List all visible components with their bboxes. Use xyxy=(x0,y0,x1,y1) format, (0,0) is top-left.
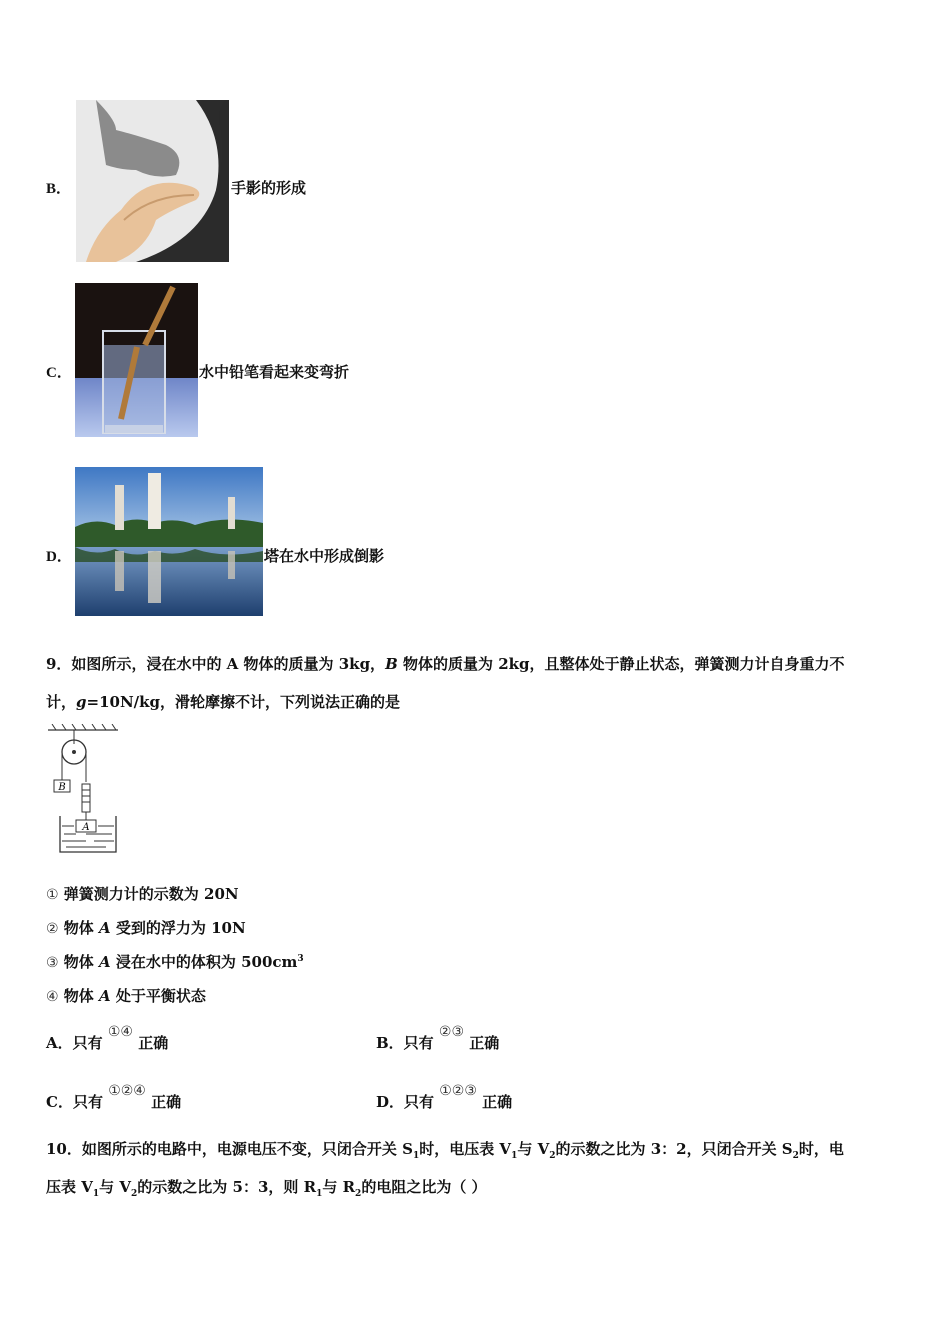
subscript: 2 xyxy=(355,1189,362,1199)
q9-stem-line2 xyxy=(46,691,400,712)
choice-label: A．只有 xyxy=(46,1034,103,1052)
option-c-caption: 水中铅笔看起来变弯折 xyxy=(199,363,350,381)
choice-suffix: 正确 xyxy=(469,1034,500,1052)
choice-d[interactable] xyxy=(376,1083,513,1112)
label-a: A xyxy=(82,822,90,833)
subscript: 1 xyxy=(92,1189,100,1199)
statement-2 xyxy=(46,917,246,938)
q10-text: 的示数之比为 5：3，则 R xyxy=(137,1178,317,1196)
label-b: B xyxy=(58,782,66,793)
q10-stem-line1 xyxy=(46,1138,844,1161)
statement-text: 弹簧测力计的示数为 20N xyxy=(58,885,239,903)
statement-text: 物体 xyxy=(58,953,100,971)
hand-shadow-photo xyxy=(76,100,229,262)
superscript: 3 xyxy=(297,954,304,964)
pencil-in-water-photo xyxy=(75,283,198,437)
statement-text: 浸在水中的体积为 500cm xyxy=(110,953,298,971)
option-c-letter: C． xyxy=(46,365,72,381)
subscript: 1 xyxy=(412,1151,420,1161)
subscript: 2 xyxy=(131,1189,138,1199)
q9-text: =10N/kg，滑轮摩擦不计，下列说法正确的是 xyxy=(86,693,401,711)
choice-a[interactable] xyxy=(46,1024,169,1053)
statement-text: 受到的浮力为 10N xyxy=(110,919,246,937)
choice-marks: ②③ xyxy=(438,1024,465,1040)
statement-var: A xyxy=(99,987,111,1005)
statement-4 xyxy=(46,985,206,1006)
option-b-letter: B． xyxy=(46,181,72,197)
option-b-caption: 手影的形成 xyxy=(231,179,307,197)
statement-var: A xyxy=(99,953,111,971)
subscript: 1 xyxy=(511,1151,518,1161)
choice-marks: ①②④ xyxy=(108,1083,146,1099)
q10-text: 压表 V xyxy=(46,1178,93,1196)
statement-text: 物体 xyxy=(58,987,100,1005)
circled-number: ④ xyxy=(46,989,59,1005)
pulley-diagram xyxy=(46,724,122,854)
choice-marks: ①④ xyxy=(107,1024,133,1040)
circled-number: ② xyxy=(46,921,59,937)
q10-stem-line2 xyxy=(46,1176,487,1199)
q9-text: 计， xyxy=(46,693,77,711)
circled-number: ③ xyxy=(46,955,59,971)
subscript: 1 xyxy=(316,1189,323,1199)
subscript: 2 xyxy=(792,1151,799,1161)
q10-text: 10．如图所示的电路中，电源电压不变，只闭合开关 S xyxy=(46,1140,413,1158)
statement-text: 处于平衡状态 xyxy=(110,987,206,1005)
q9-text: 物体的质量为 2kg，且整体处于静止状态，弹簧测力计自身重力不 xyxy=(397,655,845,673)
choice-suffix: 正确 xyxy=(482,1093,513,1111)
choice-suffix: 正确 xyxy=(138,1034,169,1052)
q10-text: 时，电 xyxy=(798,1140,844,1158)
q9-text: 9．如图所示，浸在水中的 A 物体的质量为 3kg， xyxy=(46,655,386,673)
choice-label: D．只有 xyxy=(376,1093,435,1111)
q9-var-g: g xyxy=(76,693,87,711)
q10-text: 时，电压表 V xyxy=(419,1140,512,1158)
subscript: 2 xyxy=(549,1151,556,1161)
q9-stem-line1 xyxy=(46,653,845,674)
q10-text: 与 V xyxy=(99,1178,132,1196)
choice-b[interactable] xyxy=(376,1024,500,1053)
q9-var-b: B xyxy=(385,655,398,673)
choice-marks: ①②③ xyxy=(439,1083,477,1099)
choice-suffix: 正确 xyxy=(151,1093,182,1111)
q10-text: 的电阻之比为（ ） xyxy=(361,1178,487,1196)
statement-1 xyxy=(46,883,239,904)
pagoda-reflection-photo xyxy=(75,467,263,616)
statement-3 xyxy=(46,951,304,972)
choice-label: C．只有 xyxy=(46,1093,103,1111)
choice-c[interactable] xyxy=(46,1083,182,1112)
choice-label: B．只有 xyxy=(376,1034,434,1052)
circled-number: ① xyxy=(46,887,59,903)
option-d-letter: D． xyxy=(46,549,72,565)
q10-text: 的示数之比为 3：2，只闭合开关 S xyxy=(555,1140,793,1158)
q10-text: 与 R xyxy=(322,1178,356,1196)
option-d-caption: 塔在水中形成倒影 xyxy=(264,547,385,565)
statement-var: A xyxy=(99,919,111,937)
q10-text: 与 V xyxy=(517,1140,550,1158)
statement-text: 物体 xyxy=(58,919,100,937)
